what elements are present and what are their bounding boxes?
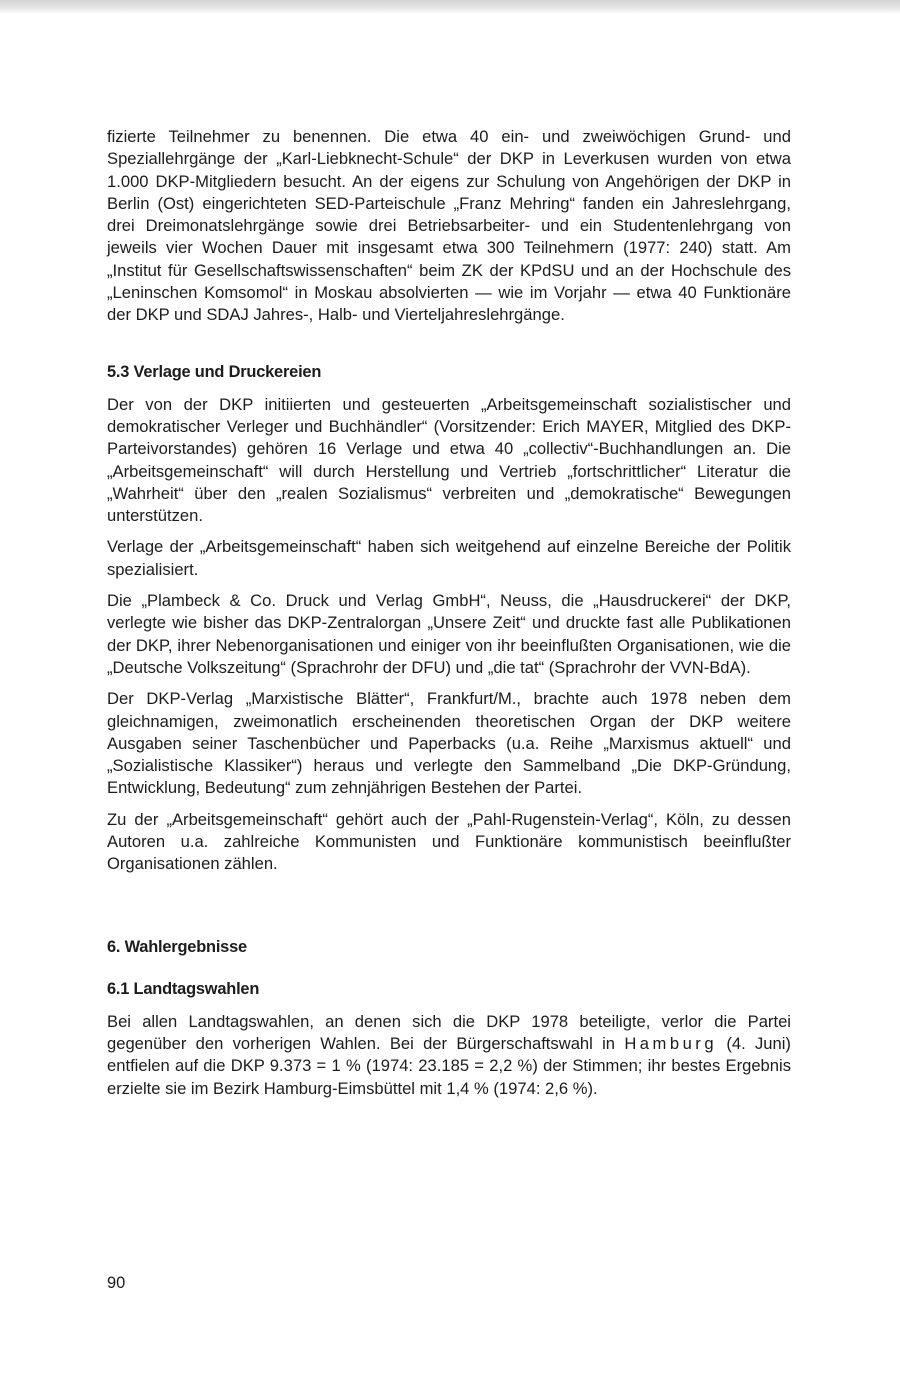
section-5-3-paragraph-3: Die „Plambeck & Co. Druck und Verlag GmbH“, Neuss, die „Hausdruckerei“ der DKP, verlegte wie bisher das DKP-Zentralorgan „Unsere Zeit“ und druckte fast alle Publikationen der DKP, ihrer Nebenorganisationen und einiger von ihr beeinflußten Organisationen, wie die „Deutsche Volkszeitung“ (Sprachrohr der DFU) und „die tat“ (Sprachrohr der VVN-BdA).: [107, 591, 791, 677]
scan-top-edge: [0, 0, 900, 14]
city-name-spaced: Hamburg: [624, 1033, 718, 1053]
section-6-1-text-start: Bei allen Landtagswahlen, an denen sich die DKP 1978 beteiligte, verlor die Partei gegenüber den vorherigen Wahlen. Bei der Bürgerschaftswahl in: [107, 1011, 791, 1053]
section-6-1-paragraph: [107, 1011, 791, 1100]
section-6-heading: 6. Wahlergebnisse: [107, 937, 247, 956]
document-page: [107, 126, 791, 1100]
section-5-3-paragraph-2: Verlage der „Arbeitsgemeinschaft“ haben sich weitgehend auf einzelne Bereiche der Politik spezialisiert.: [107, 537, 791, 579]
section-5-3-paragraph-4: Der DKP-Verlag „Marxistische Blätter“, Frankfurt/M., brachte auch 1978 neben dem gleichnamigen, zweimonatlich erscheinenden theoretischen Organ der DKP weitere Ausgaben seiner Taschenbücher und Paperbacks (u.a. Reihe „Marxismus aktuell“ und „Sozialistische Klassiker“) heraus und verlegte den Sammelband „Die DKP-Gründung, Entwicklung, Bedeutung“ zum zehnjährigen Bestehen der Partei.: [107, 689, 791, 798]
section-6-1-heading: 6.1 Landtagswahlen: [107, 979, 260, 998]
intro-paragraph: fizierte Teilnehmer zu benennen. Die etwa 40 ein- und zweiwöchigen Grund- und Speziallehrgänge der „Karl-Liebknecht-Schule“ der DKP in Leverkusen wurden von etwa 1.000 DKP-Mitgliedern besucht. An der eigens zur Schulung von Angehörigen der DKP in Berlin (Ost) eingerichteten SED-Parteischule „Franz Mehring“ fanden ein Jahreslehrgang, drei Dreimonatslehrgänge sowie drei Betriebsarbeiter- und ein Studentenlehrgang von jeweils vier Wochen Dauer mit insgesamt etwa 300 Teilnehmern (1977: 240) statt. Am „Institut für Gesellschaftswissenschaften“ beim ZK der KPdSU und an der Hochschule des „Leninschen Komsomol“ in Moskau absolvierten — wie im Vorjahr — etwa 40 Funktionäre der DKP und SDAJ Jahres-, Halb- und Vierteljahreslehrgänge.: [107, 127, 791, 325]
page-number: 90: [107, 1274, 126, 1292]
section-5-3-paragraph-5: Zu der „Arbeitsgemeinschaft“ gehört auch der „Pahl-Rugenstein-Verlag“, Köln, zu dessen Autoren u.a. zahlreiche Kommunisten und Funktionäre kommunistisch beeinflußter Organisationen zählen.: [107, 809, 791, 874]
section-5-3-paragraph-1: Der von der DKP initiierten und gesteuerten „Arbeitsgemeinschaft sozialistischer und demokratischer Verleger und Buchhändler“ (Vorsitzender: Erich MAYER, Mitglied des DKP-Parteivorstandes) gehören 16 Verlage und etwa 40 „collectiv“-Buchhandlungen an. Die „Arbeitsgemeinschaft“ will durch Herstellung und Vertrieb „fortschrittlicher“ Literatur die „Wahrheit“ über den „realen Sozialismus“ verbreiten und „demokratische“ Bewegungen unterstützen.: [107, 394, 791, 526]
section-5-3-heading: 5.3 Verlage und Druckereien: [107, 362, 322, 381]
section-6-1-text-end: (4. Juni) entfielen auf die DKP 9.373 = 1 % (1974: 23.185 = 2,2 %) der Stimmen; ihr bestes Ergebnis erzielte sie im Bezirk Hamburg-Eimsbüttel mit 1,4 % (1974: 2,6 %).: [107, 1033, 791, 1098]
